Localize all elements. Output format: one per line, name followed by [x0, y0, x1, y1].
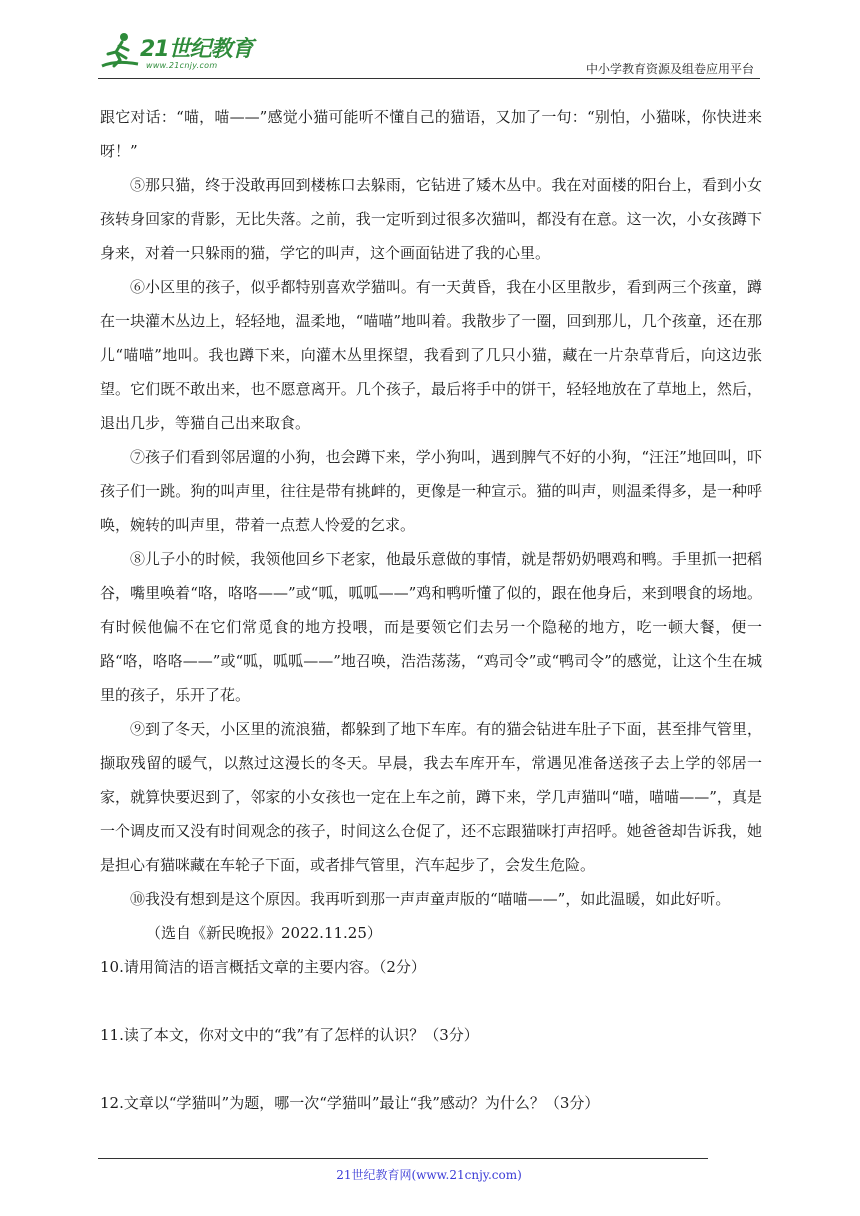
runner-icon [98, 30, 142, 74]
footer-divider [98, 1158, 708, 1159]
paragraph-9: ⑨到了冬天，小区里的流浪猫，都躲到了地下车库。有的猫会钻进车肚子下面，甚至排气管里，撷取残留的暖气，以熬过这漫长的冬天。早晨，我去车库开车，常遇见准备送孩子去上学的邻居一家，就算快要迟到了，邻家的小女孩也一定在上车之前，蹲下来，学几声猫叫“喵，喵喵——”，真是一个调皮而又没有时间观念的孩子，时间这么仓促了，还不忘跟猫咪打声招呼。她爸爸却告诉我，她是担心有猫咪藏在车轮子下面，或者排气管里，汽车起步了，会发生危险。 [100, 720, 762, 874]
article-body [100, 100, 762, 1120]
question-10: 10.请用简洁的语言概括文章的主要内容。（2分） [100, 958, 426, 976]
page-footer: 21世纪教育网(www.21cnjy.com) [336, 1168, 522, 1182]
paragraph-7: ⑦孩子们看到邻居遛的小狗，也会蹲下来，学小狗叫，遇到脾气不好的小狗，“汪汪”地回叫，吓孩子们一跳。狗的叫声里，往往是带有挑衅的，更像是一种宣示。猫的叫声，则温柔得多，是一种呼唤，婉转的叫声里，带着一点惹人怜爱的乞求。 [100, 448, 762, 534]
paragraph-6: ⑥小区里的孩子，似乎都特别喜欢学猫叫。有一天黄昏，我在小区里散步，看到两三个孩童，蹲在一块灌木丛边上，轻轻地，温柔地，“喵喵”地叫着。我散步了一圈，回到那儿，几个孩童，还在那儿“喵喵”地叫。我也蹲下来，向灌木丛里探望，我看到了几只小猫，藏在一片杂草背后，向这边张望。它们既不敢出来，也不愿意离开。几个孩子，最后将手中的饼干，轻轻地放在了草地上，然后，退出几步，等猫自己出来取食。 [100, 278, 762, 432]
page-header [98, 28, 760, 80]
article-source: （选自《新民晚报》2022.11.25） [146, 924, 382, 942]
site-logo [98, 28, 268, 74]
logo-text: 21世纪教育 [140, 37, 253, 62]
paragraph-8: ⑧儿子小的时候，我领他回乡下老家，他最乐意做的事情，就是帮奶奶喂鸡和鸭。手里抓一把稻谷，嘴里唤着“咯，咯咯——”或“呱，呱呱——”鸡和鸭听懂了似的，跟在他身后，来到喂食的场地。有时候他偏不在它们常觅食的地方投喂，而是要领它们去另一个隐秘的地方，吃一顿大餐，便一路“咯，咯咯——”或“呱，呱呱——”地召唤，浩浩荡荡，“鸡司令”或“鸭司令”的感觉，让这个生在城里的孩子，乐开了花。 [100, 550, 762, 704]
header-divider [98, 78, 760, 79]
paragraph-5: ⑤那只猫，终于没敢再回到楼栋口去躲雨，它钻进了矮木丛中。我在对面楼的阳台上，看到小女孩转身回家的背影，无比失落。之前，我一定听到过很多次猫叫，都没有在意。这一次，小女孩蹲下身来，对着一只躲雨的猫，学它的叫声，这个画面钻进了我的心里。 [100, 176, 762, 262]
paragraph-continued: 跟它对话：“喵，喵——”感觉小猫可能听不懂自己的猫语，又加了一句：“别怕，小猫咪，你快进来呀！” [100, 108, 762, 160]
platform-label: 中小学教育资源及组卷应用平台 [585, 62, 754, 76]
logo-url: www.21cnjy.com [146, 61, 218, 70]
paragraph-10: ⑩我没有想到是这个原因。我再听到那一声声童声版的“喵喵——”，如此温暖，如此好听。 [130, 890, 731, 908]
question-11: 11.读了本文，你对文中的“我”有了怎样的认识？（3分） [100, 1026, 479, 1044]
question-12: 12.文章以“学猫叫”为题，哪一次“学猫叫”最让“我”感动？为什么？（3分） [100, 1094, 600, 1112]
